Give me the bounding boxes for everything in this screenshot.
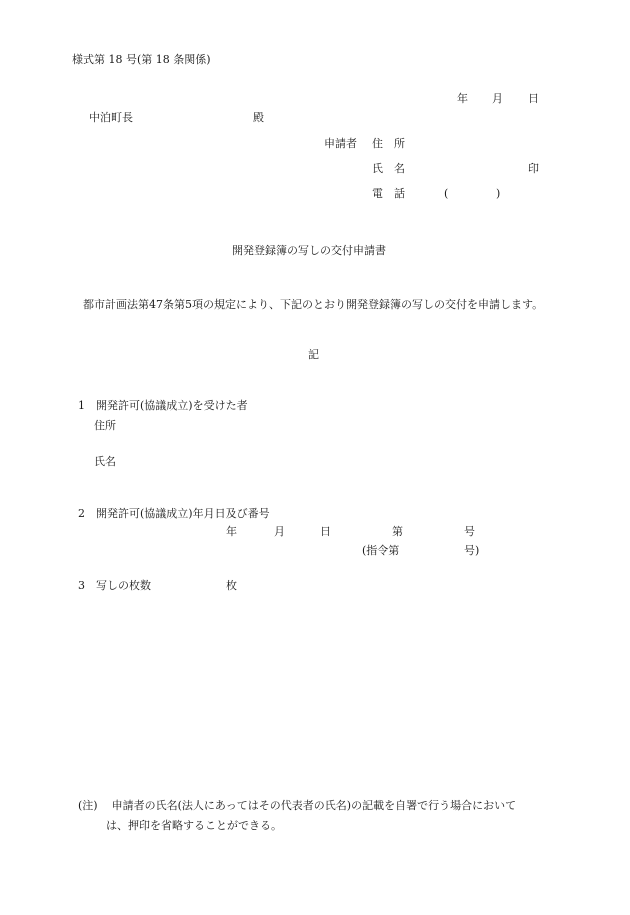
note-label: (注) xyxy=(78,799,98,812)
note-line2: は、押印を省略することができる。 xyxy=(106,819,282,832)
applicant-label: 申請者 xyxy=(324,137,357,150)
note-text-line1: 申請者の氏名(法人にあってはその代表者の氏名)の記載を自署で行う場合において xyxy=(111,799,517,812)
date-day: 日 xyxy=(528,92,539,105)
item2-heading: 2 開発許可(協議成立)年月日及び番号 xyxy=(78,507,270,520)
phone-paren-close: ) xyxy=(496,187,501,200)
item2-year: 年 xyxy=(226,525,237,538)
seal-mark: 印 xyxy=(528,162,539,175)
item2-go2: 号) xyxy=(464,544,480,557)
item1-heading: 1 開発許可(協議成立)を受けた者 xyxy=(78,399,248,412)
item1-address-label: 住所 xyxy=(94,419,116,432)
item2-shirei: (指令第 xyxy=(362,544,400,557)
item3-heading: 3 写しの枚数 xyxy=(78,579,151,592)
date-year: 年 xyxy=(457,92,468,105)
addressee-name: 中泊町長 xyxy=(89,111,133,124)
applicant-address-label: 住 所 xyxy=(372,137,405,150)
note-line1 xyxy=(78,799,516,813)
form-number: 様式第 18 号(第 18 条関係) xyxy=(72,53,211,66)
item2-day: 日 xyxy=(320,525,331,538)
document-title: 開発登録簿の写しの交付申請書 xyxy=(232,244,386,257)
ki-mark: 記 xyxy=(308,348,319,361)
item3-unit: 枚 xyxy=(226,579,237,592)
item2-go: 号 xyxy=(464,525,475,538)
applicant-name-label: 氏 名 xyxy=(372,162,405,175)
item2-month: 月 xyxy=(274,525,285,538)
applicant-phone-label: 電 話 xyxy=(372,187,405,200)
item2-dai: 第 xyxy=(392,525,403,538)
body-text: 都市計画法第47条第5項の規定により、下記のとおり開発登録簿の写しの交付を申請します。 xyxy=(72,298,544,311)
item1-name-label: 氏名 xyxy=(94,455,116,468)
phone-paren-open: ( xyxy=(444,187,449,200)
addressee-honorific: 殿 xyxy=(253,111,264,124)
date-month: 月 xyxy=(492,92,503,105)
